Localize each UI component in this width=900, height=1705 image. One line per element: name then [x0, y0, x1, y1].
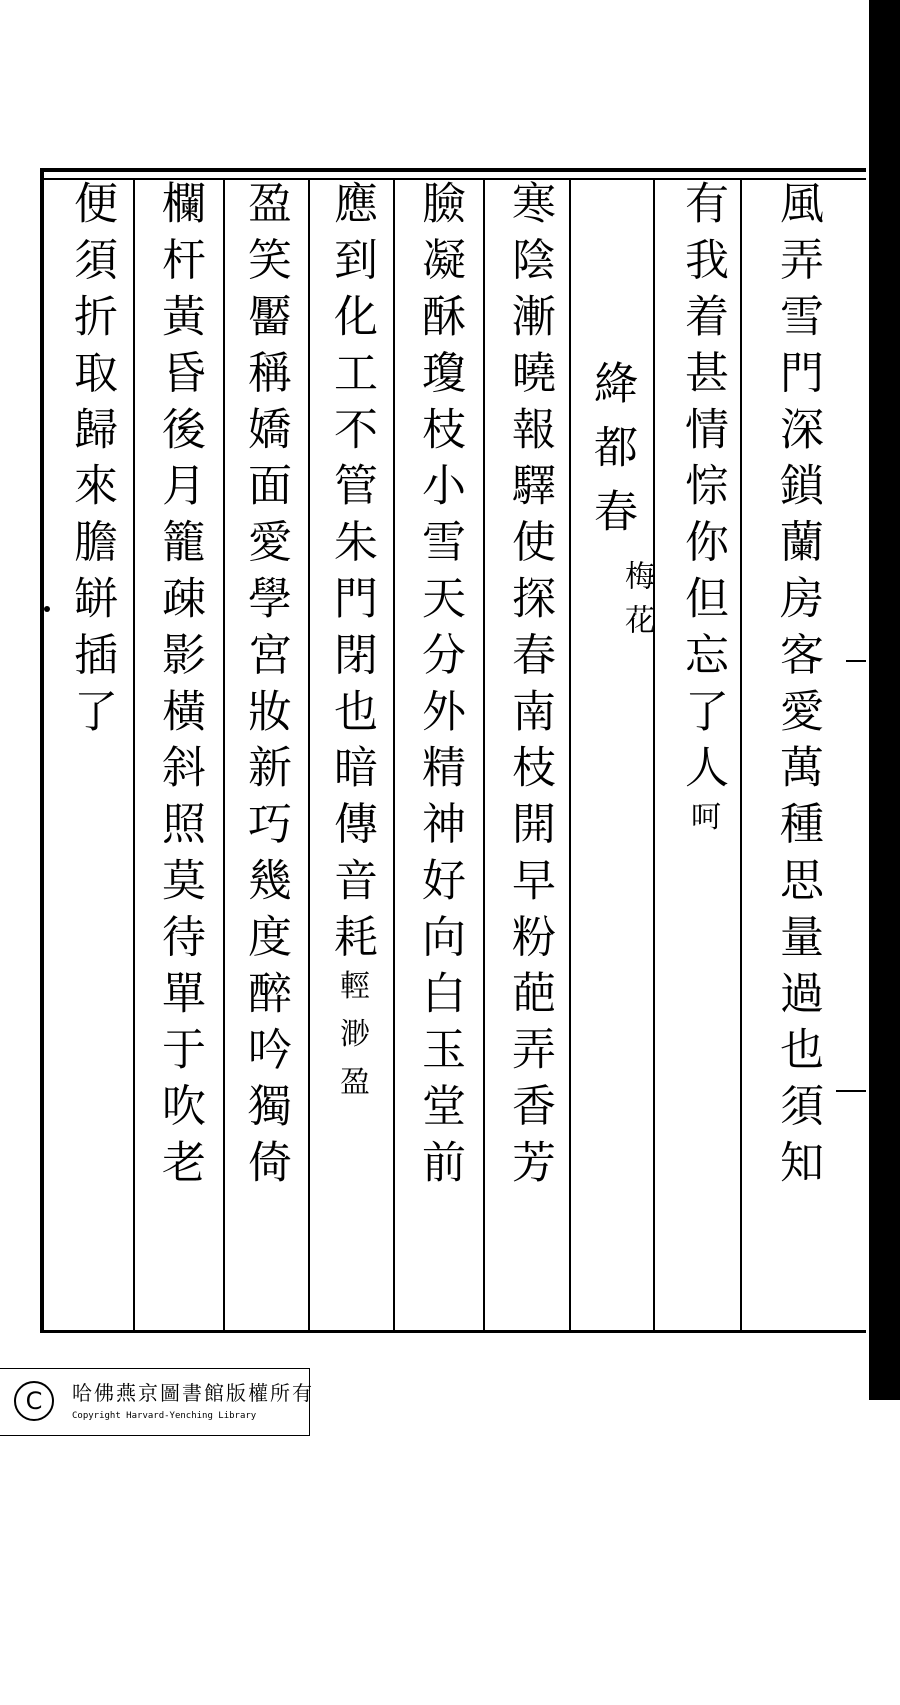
- copyright-chinese: 哈佛燕京圖書館版權所有: [72, 1381, 314, 1405]
- copyright-icon: C: [14, 1381, 54, 1421]
- text-column-8: [148, 180, 210, 1325]
- copyright-stamp: [0, 1368, 314, 1436]
- column-text: 應到化工不管朱門閉也暗傳音耗: [326, 180, 377, 970]
- column-note: 呵: [685, 800, 720, 835]
- text-column-4: [498, 180, 560, 1325]
- column-rule: [740, 178, 742, 1330]
- book-spine: [868, 0, 900, 1400]
- text-column-9: [60, 180, 122, 1325]
- spine-gap: [866, 0, 869, 1400]
- tune-subtitle: [616, 560, 656, 1705]
- tune-title: 絳都春: [586, 360, 637, 552]
- column-note: 梅花: [619, 560, 654, 648]
- text-column-5: [408, 180, 470, 1325]
- column-rule: [133, 178, 135, 1330]
- copyright-english: Copyright Harvard-Yenching Library: [72, 1411, 257, 1421]
- text-column-7: [234, 180, 296, 1325]
- column-text: 便須折取歸來膽缾插了: [66, 180, 117, 744]
- text-column-2: [671, 180, 733, 1325]
- column-rule: [569, 178, 571, 1330]
- column-note: 輕渺盈: [334, 969, 369, 1114]
- text-column-1: [766, 180, 828, 1325]
- text-column-6: [320, 180, 382, 1325]
- column-text: 欄杆黃昏後月籠疎影橫斜照莫待單于吹老: [154, 180, 205, 1196]
- margin-tick: [846, 660, 866, 662]
- margin-dot: [44, 606, 50, 612]
- margin-tick: [836, 1090, 866, 1092]
- column-text: 寒陰漸曉報驛使探春南枝開早粉葩弄香芳: [504, 180, 555, 1196]
- column-text: 風弄雪門深鎖蘭房客愛萬種思量過也須知: [772, 180, 823, 1196]
- column-rule: [223, 178, 225, 1330]
- column-rule: [483, 178, 485, 1330]
- column-text: 臉凝酥瓊枝小雪天分外精神好向白玉堂前: [414, 180, 465, 1196]
- column-text: 有我着甚情悰你但忘了人: [677, 180, 728, 801]
- column-rule: [393, 178, 395, 1330]
- column-text: 盈笑靨稱嬌面愛學宮妝新巧幾度醉吟獨倚: [240, 180, 291, 1196]
- column-rule: [308, 178, 310, 1330]
